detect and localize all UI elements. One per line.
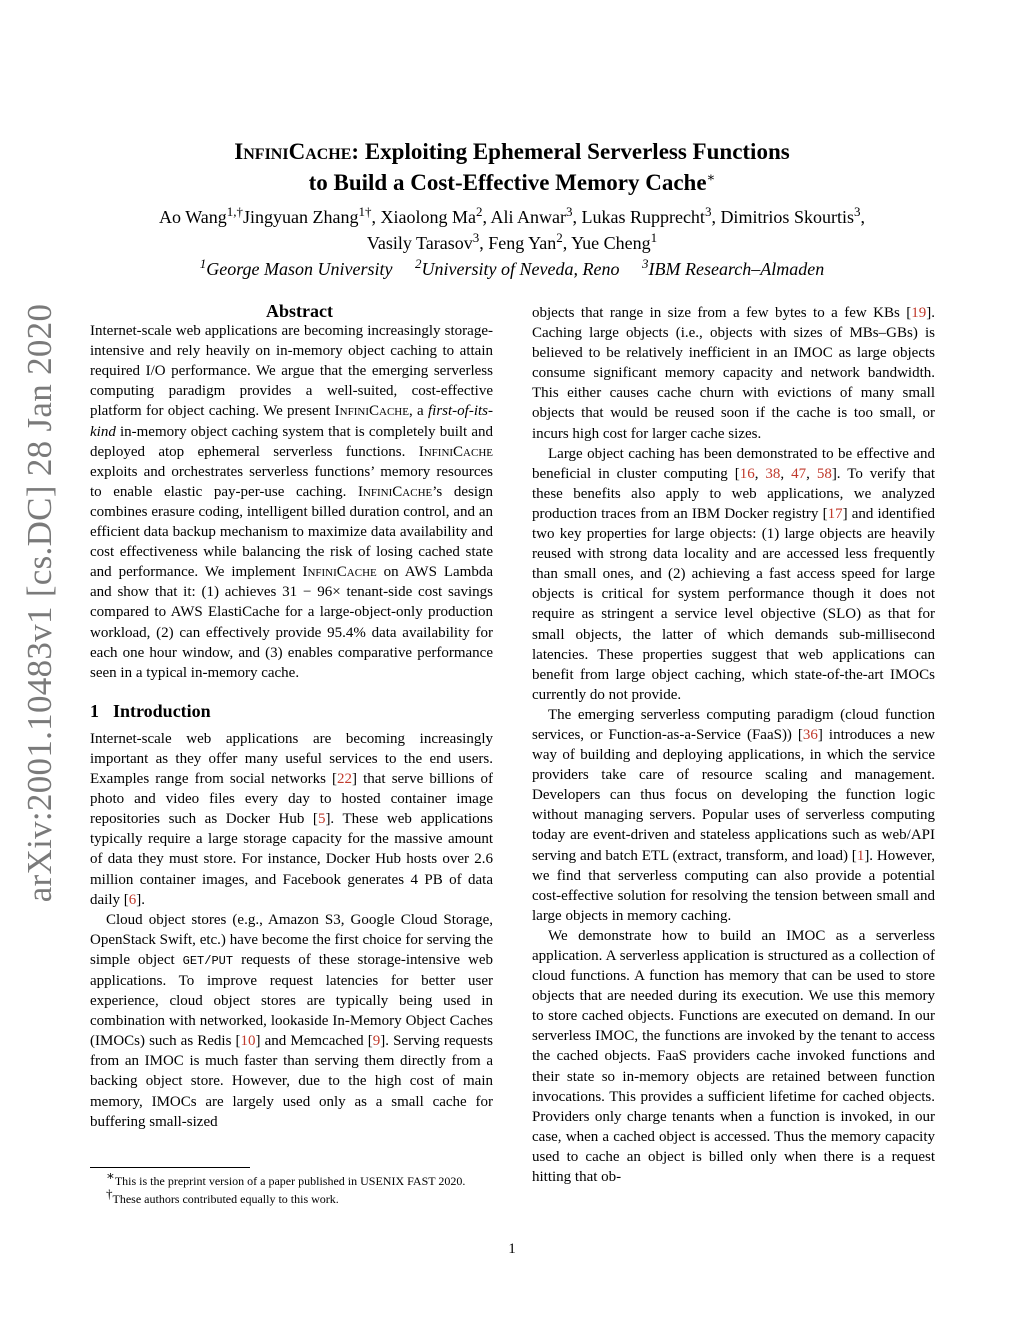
- abstract-heading: Abstract: [266, 301, 333, 321]
- right-paragraph-4: We demonstrate how to build an IMOC as a serverless application. A serverless application is structured as a collection of cloud functions. A function has memory that can be used to store objects that are needed during its execution. We use this memory to store cached objects. Functions are executed on demand. In our serverless IMOC, the functions are invoked by the tenant to access the cached objects. FaaS providers cache invoked functions and their state so in-memory objects are retained between function invocations. This provides a sufficient lifetime for cached objects. Providers only charge tenants when a function is invoked, in our case, when a cached object is accessed. Thus the memory capacity used to cache an object is billed only when there is a request hitting that ob-: [532, 927, 935, 1186]
- title-line-1: InfiniCache: Exploiting Ephemeral Serverless Functions: [234, 139, 790, 164]
- arxiv-id-text: arXiv:2001.10483v1 [cs.DC] 28 Jan 2020: [20, 303, 59, 903]
- citation-link[interactable]: 47: [791, 465, 807, 482]
- citation-link[interactable]: 10: [240, 1033, 256, 1050]
- footnotes: [90, 1168, 510, 1208]
- footnote-2: †These authors contributed equally to this work.: [106, 1186, 339, 1206]
- author-block: [80, 204, 944, 282]
- right-column: [532, 303, 935, 1187]
- citation-link[interactable]: 5: [317, 811, 326, 828]
- citation-link[interactable]: 22: [337, 771, 353, 788]
- introduction-heading: 1 Introduction: [90, 700, 211, 721]
- inline-code: GET/PUT: [182, 953, 234, 968]
- intro-paragraph-1: Internet-scale web applications are becoming increasingly important as they offer many useful services to the end users. Examples range from social networks [22] that serve billions of photo and video files every day to hosted container image repositories such as Docker Hub [5]. These web applications typically require a large storage capacity for the massive amount of data they must store. For instance, Docker Hub hosts over 2.6 million container images, and Facebook generates 4 PB of data daily [6].: [90, 730, 494, 908]
- page-number: 1: [508, 1241, 516, 1257]
- arxiv-identifier-stamp: [0, 0, 80, 1325]
- author-line-2: Vasily Tarasov$^3$, Feng Yan$^2$, Yue Cheng$^1$: [366, 230, 658, 253]
- paper-title: [80, 136, 944, 198]
- right-paragraph-1: objects that range in size from a few bytes to a few KBs [19]. Caching large objects (i.e., objects with sizes of MBs–GBs) is believed to be relatively inefficient in an IMOC as large objects consume significant memory capacity and network bandwidth. This either causes cache churn with evictions of many small objects that would be reused soon if the cache is too small, or incurs high cost for larger cache sizes.: [532, 305, 935, 442]
- title-system-name: InfiniCache: [234, 139, 352, 164]
- affiliations: $^1$George Mason University $^2$University of Neveda, Reno $^3$IBM Research–Almaden: [199, 256, 825, 279]
- citation-link[interactable]: 19: [911, 305, 927, 321]
- title-footnote-mark: ∗: [706, 169, 716, 185]
- citation-link[interactable]: 17: [827, 505, 843, 522]
- citation-link[interactable]: 9: [372, 1033, 381, 1050]
- citation-link[interactable]: 36: [802, 726, 818, 743]
- citation-link[interactable]: 58: [816, 465, 832, 482]
- citation-link[interactable]: 38: [765, 465, 781, 482]
- right-paragraph-2: Large object caching has been demonstrated to be effective and beneficial in cluster computing [16, 38, 47, 58]. To verify that these benefits also apply to web applications, we analyzed production traces from an IBM Docker registry [17] and identified two key properties for large objects: (1) large objects are heavily reused with strong data locality and are accessed less frequently than small ones, and (2) achieving a fast access speed for large objects is critical for system performance though it does not require as stringent a service level objective (SLO) as that for small objects, the latter of which demands sub-millisecond latencies. These properties suggest that web applications can benefit from large object caching, which state-of-the-art IMOCs currently do not provide.: [532, 445, 936, 703]
- author-line-1: Ao Wang$^{1,\dagger}$Jingyuan Zhang$^{1\dagger}$, Xiaolong Ma$^2$, Ali Anwar$^3$, Lukas Rupprecht$^3$, Dimitrios Skourtis$^3$,: [159, 204, 865, 227]
- right-paragraph-3: The emerging serverless computing paradigm (cloud function services, or Function-as-a-Service (FaaS)) [36] introduces a new way of building and deploying applications, in which the service providers take care of resource scaling and management. Developers can thus focus on developing the function logic without managing servers. Popular uses of serverless computing today are event-driven and stateless applications such as web/API serving and batch ETL (extract, transform, and load) [1]. However, we find that serverless computing can also provide a potential cost-effective solution for resolving the tension between small and large objects in memory caching.: [532, 706, 935, 924]
- intro-paragraph-2: Cloud object stores (e.g., Amazon S3, Google Cloud Storage, OpenStack Swift, etc.) have become the first choice for serving the simple object GET/PUT requests of these storage-intensive web applications. To improve request latencies for better user experience, cloud object stores are typically being used in combination with networked, lookaside In-Memory Object Caches (IMOCs) such as Redis [10] and Memcached [9]. Serving requests from an IMOC is much faster than serving them directly from a backing object store. However, due to the high cost of main memory, IMOCs are largely used only as a small cache for buffering small-sized: [90, 911, 493, 1130]
- title-line-2: to Build a Cost-Effective Memory Cache∗: [308, 169, 716, 195]
- citation-link[interactable]: 6: [128, 891, 137, 908]
- left-column: [90, 301, 493, 1132]
- abstract-body: Internet-scale web applications are becoming increasingly storage-intensive and rely heavily on in-memory object caching to attain required I/O performance. We argue that the emerging serverless computing paradigm provides a well-suited, cost-effective platform for object caching. We present InfiniCache, a first-of-its-kind in-memory object caching system that is completely built and deployed atop ephemeral serverless functions. InfiniCache exploits and orchestrates serverless functions’ memory resources to enable elastic pay-per-use caching. InfiniCache’s design combines erasure coding, intelligent billed duration control, and an efficient data backup mechanism to maximize data availability and cost effectiveness while balancing the risk of losing cached state and performance. We implement InfiniCache on AWS Lambda and show that it: (1) achieves 31 − 96× tenant-side cost savings compared to AWS ElastiCache for a large-object-only production workload, (2) can effectively provide 95.4% data availability for each one hour window, and (3) enables comparative performance seen in a typical in-memory cache.: [90, 323, 494, 681]
- citation-link[interactable]: 16: [739, 465, 755, 482]
- footnote-1: ∗This is the preprint version of a paper published in USENIX FAST 2020.: [106, 1168, 466, 1188]
- citation-link[interactable]: 1: [856, 847, 865, 864]
